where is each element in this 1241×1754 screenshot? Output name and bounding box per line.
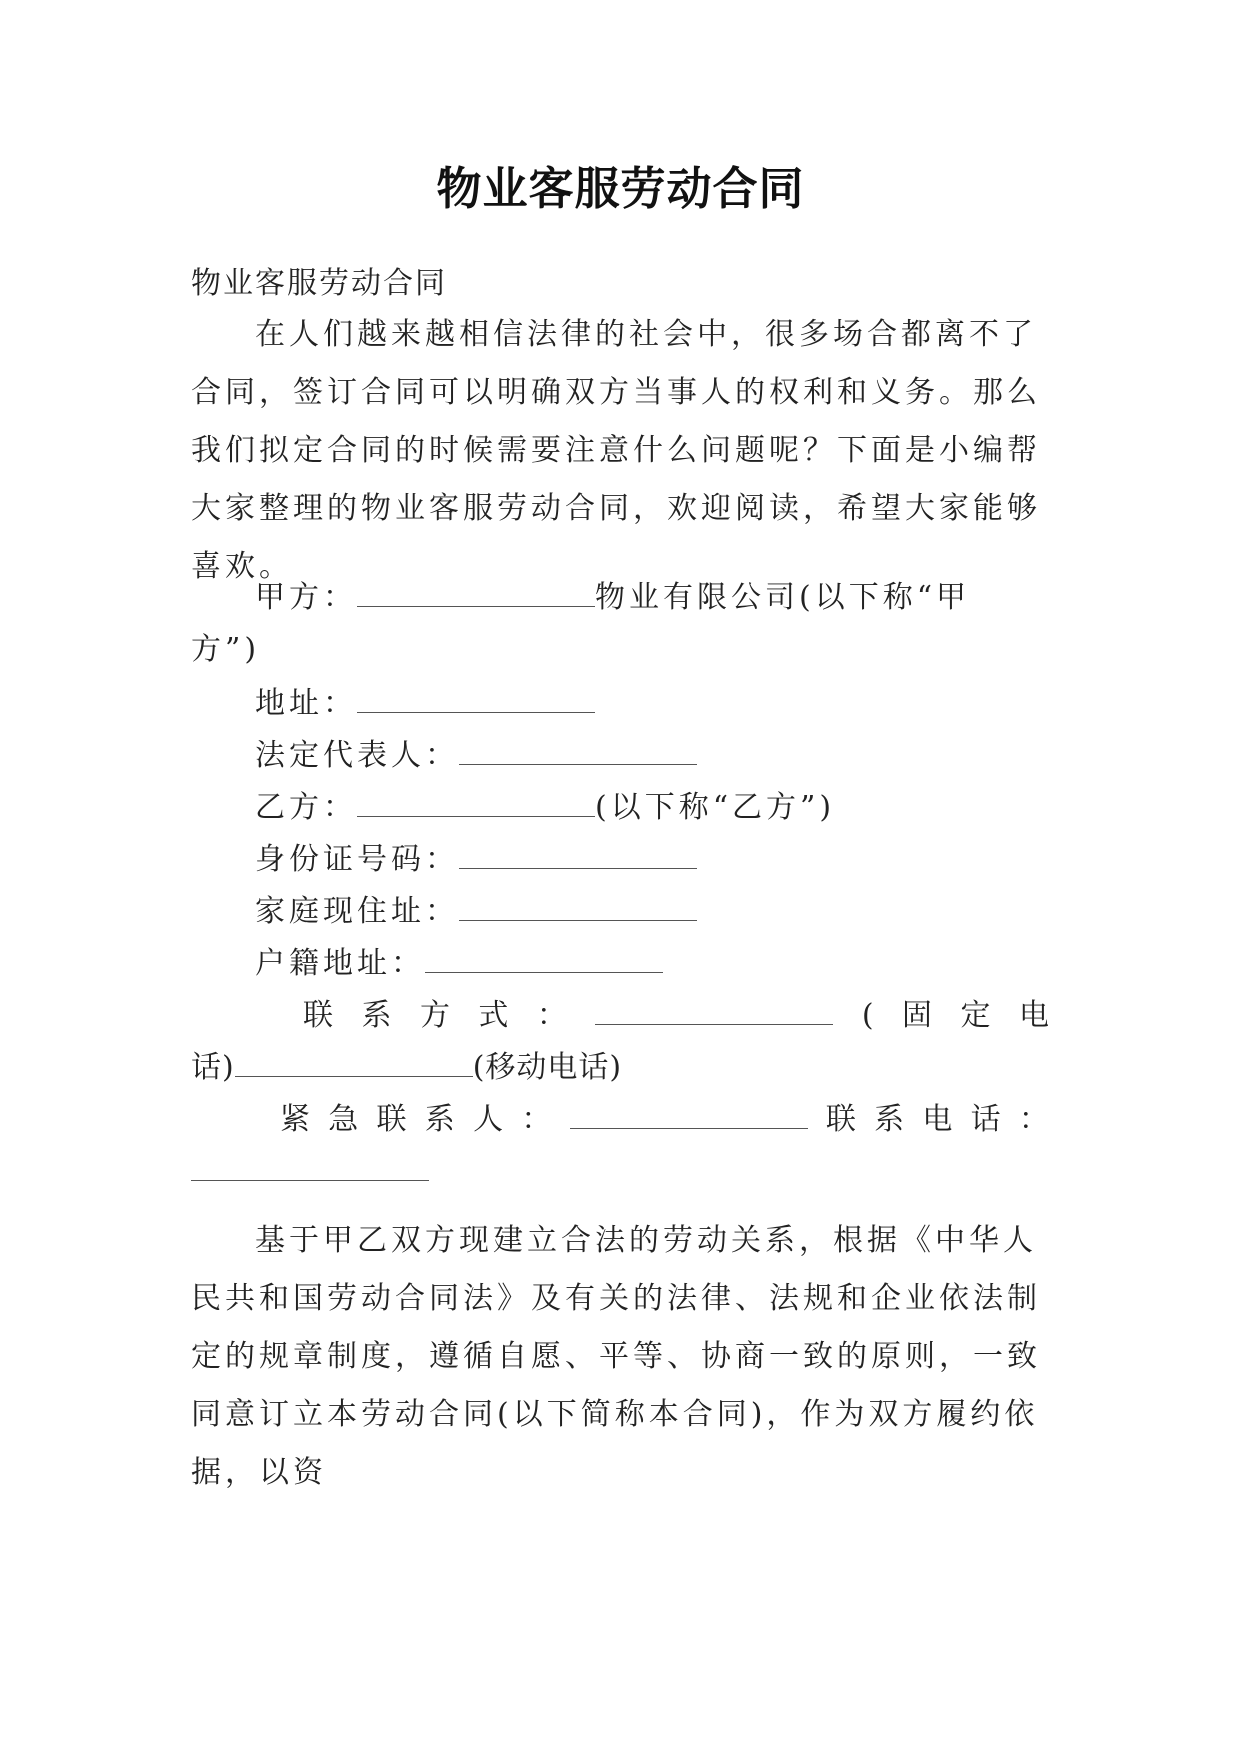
- home-address-label: 家庭现住址：: [255, 894, 459, 929]
- contact-char-5: ：: [536, 998, 567, 1033]
- emergency-char-3: 联: [376, 1102, 407, 1137]
- emergency-phone-char-5: ：: [1018, 1102, 1049, 1137]
- emergency-phone-blank[interactable]: [191, 1150, 429, 1181]
- intro-paragraph: 在人们越来越相信法律的社会中，很多场合都离不了合同，签订合同可以明确双方当事人的权利和义务。那么我们拟定合同的时候需要注意什么问题呢？下面是小编帮大家整理的物业客服劳动合同，欢迎阅读，希望大家能够喜欢。: [191, 317, 1041, 584]
- party-b-suffix: (以下称“乙方”): [595, 790, 836, 825]
- emergency-char-1: 紧: [280, 1102, 310, 1137]
- contact-fixed-blank[interactable]: [595, 994, 833, 1025]
- party-a-line: [255, 576, 970, 618]
- legal-rep-blank[interactable]: [459, 734, 697, 765]
- address-line: [255, 682, 595, 724]
- document-title: 物业客服劳动合同: [436, 162, 805, 215]
- home-address-blank[interactable]: [459, 890, 697, 921]
- registered-address-blank[interactable]: [425, 942, 663, 973]
- id-line: [255, 838, 697, 880]
- legal-rep-line: [255, 734, 697, 776]
- party-a-label: 甲方：: [255, 580, 357, 615]
- contact-char-2: 系: [361, 998, 392, 1033]
- emergency-phone-char-1: 联: [825, 1102, 856, 1137]
- emergency-phone-char-2: 系: [874, 1102, 905, 1137]
- id-blank[interactable]: [459, 838, 697, 869]
- emergency-line: [280, 1098, 1049, 1140]
- registered-address-line: [255, 942, 663, 984]
- contact-char-3: 方: [419, 998, 450, 1033]
- emergency-char-4: 系: [424, 1102, 455, 1137]
- party-a-blank[interactable]: [357, 576, 595, 607]
- contact-char-1: 联: [303, 998, 333, 1033]
- contact-fixed-char-4: 电: [1018, 998, 1049, 1033]
- contact-fixed-char-1: (: [861, 998, 874, 1033]
- contact-cont-prefix: 话): [191, 1050, 235, 1085]
- home-address-line: [255, 890, 697, 932]
- contact-mobile-blank[interactable]: [235, 1046, 473, 1077]
- document-subtitle: 物业客服劳动合同: [191, 266, 447, 301]
- party-a-cont: 方”): [191, 632, 261, 667]
- contact-char-4: 式: [478, 998, 509, 1033]
- contact-fixed-char-3: 定: [960, 998, 991, 1033]
- emergency-phone-char-4: 话: [970, 1102, 1001, 1137]
- contact-fixed-char-2: 固: [902, 998, 932, 1033]
- legal-rep-label: 法定代表人：: [255, 738, 459, 773]
- contact-line: [303, 994, 1049, 1036]
- emergency-phone-line: [191, 1150, 429, 1192]
- emergency-phone-char-3: 电: [922, 1102, 953, 1137]
- party-b-label: 乙方：: [255, 790, 357, 825]
- party-b-blank[interactable]: [357, 786, 595, 817]
- emergency-char-6: ：: [521, 1102, 552, 1137]
- id-label: 身份证号码：: [255, 842, 459, 877]
- basis-paragraph: 基于甲乙双方现建立合法的劳动关系，根据《中华人民共和国劳动合同法》及有关的法律、法规和企业依法制定的规章制度，遵循自愿、平等、协商一致的原则，一致同意订立本劳动合同(以下简称本合同)，作为双方履约依据，以资: [191, 1223, 1041, 1490]
- party-a-suffix: 物业有限公司(以下称“甲: [595, 580, 971, 615]
- contact-cont-line: [191, 1046, 622, 1088]
- registered-address-label: 户籍地址：: [255, 946, 425, 981]
- address-blank[interactable]: [357, 682, 595, 713]
- address-label: 地址：: [255, 686, 357, 721]
- emergency-char-5: 人: [473, 1102, 504, 1137]
- contact-mobile-label: (移动电话): [472, 1050, 623, 1085]
- emergency-char-2: 急: [328, 1102, 359, 1137]
- party-b-line: [255, 786, 835, 828]
- emergency-contact-blank[interactable]: [570, 1098, 808, 1129]
